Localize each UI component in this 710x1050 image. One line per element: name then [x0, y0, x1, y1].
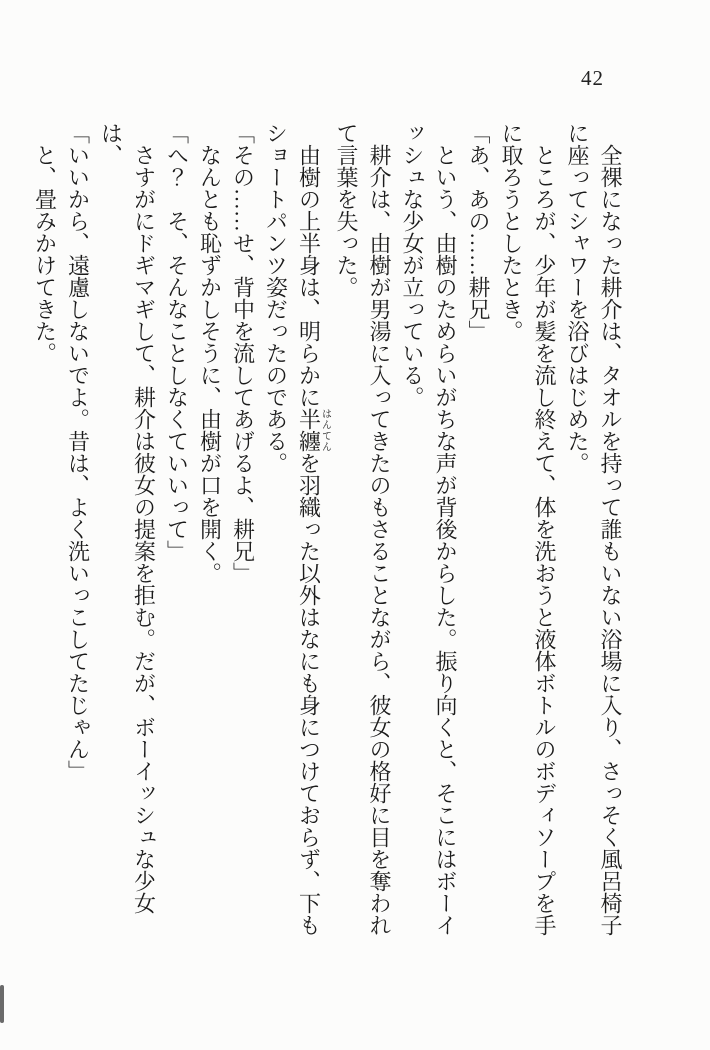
- paragraph: 耕介は、由樹が男湯に入ってきたのもさることながら、彼女の格好に目を奪われて言葉を失った。: [334, 122, 392, 936]
- paragraph: さすがにドギマギして、耕介は彼女の提案を拒む。だが、ボーイッシュな少女は、: [98, 122, 157, 914]
- paragraph: ところが、少年が髪を流し終えて、体を洗おうと液体ボトルのボディソープを手に取ろうとしたとき。: [499, 122, 557, 936]
- paragraph: という、由樹のためらいがちな声が背後からした。振り向くと、そこにはボーイッシュな少女が立っている。: [400, 122, 458, 936]
- paragraph: 「その……せ、背中を流してあげるよ、耕兄」: [230, 122, 256, 584]
- paragraph: と、畳みかけてきた。: [32, 144, 58, 364]
- text-body: [29, 122, 628, 946]
- paragraph: 「いいから、遠慮しないでよ。昔は、よく洗いっこしてたじゃん」: [65, 122, 91, 782]
- page-number: 42: [581, 66, 604, 90]
- paragraph: 由樹の上半身は、明らかに半纏はんてんを羽織った以外はなにも身につけておらず、下もショートパンツ姿だったのである。: [263, 122, 331, 936]
- ruby-annotation: 半纏はんてん: [296, 408, 331, 452]
- paragraph: 「へ？ そ、そんなことしなくていいって」: [164, 122, 190, 562]
- scan-artifact: [0, 985, 4, 1023]
- paragraph: なんとも恥ずかしそうに、由樹が口を開く。: [197, 144, 223, 584]
- paragraph: 「あ、あの……耕兄」: [466, 122, 491, 342]
- paragraph: 全裸になった耕介は、タオルを持って誰もいない浴場に入り、さっそく風呂椅子に座ってシャワーを浴びはじめた。: [565, 122, 623, 936]
